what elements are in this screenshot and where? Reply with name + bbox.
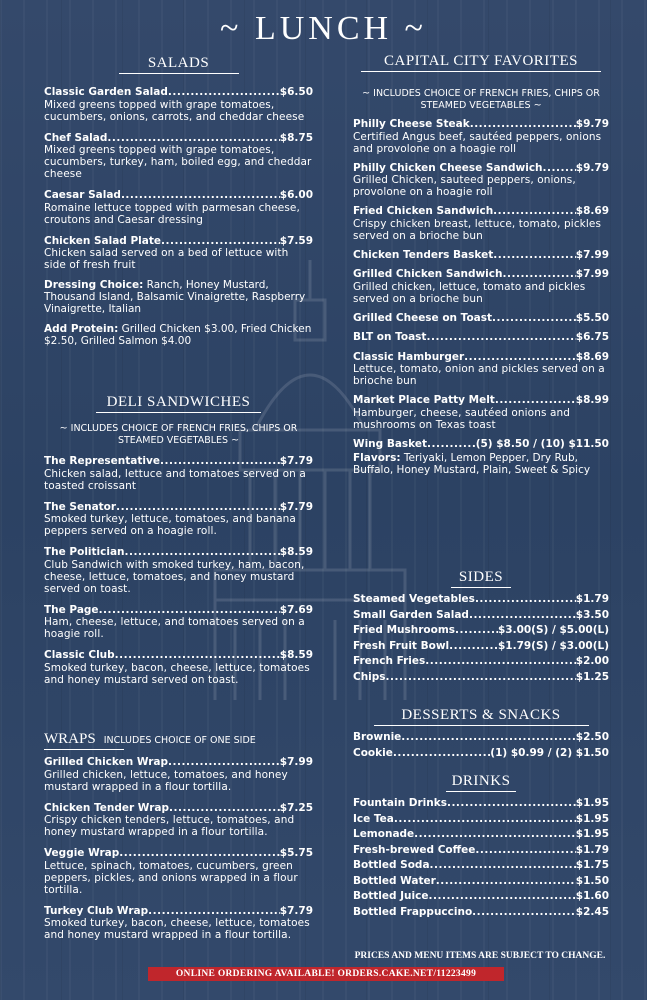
menu-item xyxy=(44,546,313,595)
item-description: Romaine lettuce topped with parmesan cheese, croutons and Caesar dressing xyxy=(44,201,300,226)
drinks-heading xyxy=(353,773,609,794)
item-price: $7.59 xyxy=(279,234,313,247)
leader-dots xyxy=(386,671,576,684)
deli-note: ~ INCLUDES CHOICE OF FRENCH FRIES, CHIPS OR STEAMED VEGETABLES ~ xyxy=(59,423,298,446)
menu-item xyxy=(353,609,609,622)
item-name: Bottled Frappuccino xyxy=(353,905,473,918)
wraps-note: INCLUDES CHOICE OF ONE SIDE xyxy=(103,735,256,746)
item-name: The Senator xyxy=(44,500,117,513)
salads-heading xyxy=(44,55,313,76)
dressing-choice xyxy=(44,279,313,315)
item-description: Crispy chicken breast, lettuce, tomato, pickles served on a brioche bun xyxy=(353,217,602,242)
item-name: Wing Basket xyxy=(353,437,428,450)
menu-item xyxy=(353,331,609,344)
menu-item-row xyxy=(44,802,313,815)
item-description: Lettuce, tomato, onion and pickles served on a brioche bun xyxy=(353,363,605,387)
menu-title: ~ LUNCH ~ xyxy=(220,10,427,47)
leader-dots xyxy=(148,905,280,918)
menu-item-row xyxy=(353,797,609,810)
leader-dots xyxy=(455,624,498,637)
item-price: (5) $8.50 / (10) $11.50 xyxy=(475,437,609,450)
item-name: Grilled Cheese on Toast xyxy=(353,311,493,324)
item-description: Grilled Chicken, sauteed peppers, onions, provolone on a hoagie roll xyxy=(353,174,576,198)
item-name: Ice Tea xyxy=(353,812,394,825)
menu-item xyxy=(353,859,609,872)
item-price: $1.75 xyxy=(575,859,609,871)
item-price: $3.00(S) / $5.00(L) xyxy=(497,624,609,636)
menu-item xyxy=(44,905,313,942)
leader-dots xyxy=(475,593,576,606)
menu-item xyxy=(353,797,609,810)
leader-dots xyxy=(475,844,575,857)
drinks-heading-text: DRINKS xyxy=(451,773,511,789)
heading-underline xyxy=(119,73,239,74)
item-description: Hamburger, cheese, sautéed onions and mushrooms on Texas toast xyxy=(353,406,571,431)
menu-item xyxy=(353,828,609,841)
item-name: Veggie Wrap xyxy=(44,847,120,859)
item-name: The Page xyxy=(44,603,99,616)
menu-item-row xyxy=(44,604,313,617)
leader-dots xyxy=(161,235,280,248)
wraps-heading-text: WRAPS xyxy=(44,731,96,747)
item-price: $2.50 xyxy=(575,731,609,743)
item-description: Grilled chicken, lettuce, tomato and pickles served on a brioche bun xyxy=(353,280,586,305)
menu-item-row xyxy=(353,747,609,760)
item-price: $5.75 xyxy=(279,847,313,859)
menu-item-row xyxy=(44,501,313,514)
leader-dots xyxy=(116,501,280,514)
leader-dots xyxy=(469,609,576,622)
item-price: $7.99 xyxy=(575,248,609,261)
item-price: $7.69 xyxy=(279,603,313,616)
wraps-section xyxy=(44,731,313,941)
item-description: Club Sandwich with smoked turkey, ham, bacon, cheese, lettuce, tomatoes, and honey mustard served on toast. xyxy=(44,558,305,595)
deli-heading-text: DELI SANDWICHES xyxy=(106,394,251,410)
item-name: Caesar Salad xyxy=(44,189,121,201)
leader-dots xyxy=(393,747,490,760)
item-description: Chicken salad, lettuce and tomatoes served on a toasted croissant xyxy=(44,467,306,492)
heading-underline xyxy=(451,587,511,588)
menu-item xyxy=(44,235,313,272)
item-name: Bottled Juice xyxy=(353,890,429,902)
item-price: $8.75 xyxy=(279,131,313,144)
item-price: $8.59 xyxy=(279,649,313,661)
leader-dots xyxy=(428,890,575,903)
menu-item-row xyxy=(353,162,609,175)
leader-dots xyxy=(160,455,280,468)
item-description: Grilled chicken, lettuce, tomatoes, and honey mustard wrapped in a flour tortilla. xyxy=(44,768,288,793)
leader-dots xyxy=(430,859,576,872)
item-price: $2.00 xyxy=(575,655,609,667)
leader-dots xyxy=(464,351,576,364)
menu-item-row xyxy=(44,756,313,769)
menu-item-row xyxy=(353,875,609,888)
menu-item xyxy=(353,394,609,431)
protein-label: Add Protein: xyxy=(44,323,119,335)
item-name: The Representative xyxy=(44,455,160,467)
item-description: Crispy chicken tenders, lettuce, tomatoes, and honey mustard wrapped in a flour tortilla. xyxy=(44,814,295,838)
menu-item-row xyxy=(353,890,609,903)
item-name: Brownie xyxy=(353,731,402,743)
menu-item-row xyxy=(353,828,609,841)
item-price: $1.79 xyxy=(575,593,609,605)
desserts-list xyxy=(353,731,609,759)
menu-item-row xyxy=(353,640,609,653)
leader-dots xyxy=(425,655,576,668)
sides-heading-text: SIDES xyxy=(458,569,504,585)
leader-dots xyxy=(168,756,280,769)
desserts-heading-text: DESSERTS & SNACKS xyxy=(401,707,561,723)
menu-item xyxy=(353,593,609,606)
dressing-text: Ranch, Honey Mustard, Thousand Island, Balsamic Vinaigrette, Raspberry Vinaigrette, Italian xyxy=(44,279,306,315)
favorites-list xyxy=(353,118,609,450)
menu-item xyxy=(44,649,313,686)
item-description: Chicken salad served on a bed of lettuce with side of fresh fruit xyxy=(44,247,289,271)
item-price: $8.59 xyxy=(279,546,313,558)
item-price: $1.79(S) / $3.00(L) xyxy=(497,639,609,652)
item-price: $7.79 xyxy=(279,904,313,917)
leader-dots xyxy=(401,731,575,744)
menu-item-row xyxy=(44,189,313,202)
item-price: $6.75 xyxy=(575,331,609,343)
item-name: Fried Chicken Sandwich xyxy=(353,205,494,217)
item-price: $6.00 xyxy=(279,189,313,201)
menu-item-row xyxy=(353,813,609,826)
wraps-heading xyxy=(44,731,313,748)
favorites-heading-text: CAPITAL CITY FAVORITES xyxy=(384,53,578,69)
item-name: Market Place Patty Melt xyxy=(353,394,495,406)
menu-item xyxy=(353,844,609,857)
item-name: Chicken Tender Wrap xyxy=(44,801,169,814)
menu-item xyxy=(353,312,609,325)
item-name: Bottled Water xyxy=(353,874,436,887)
desserts-heading xyxy=(353,707,609,728)
favorites-section xyxy=(353,53,609,476)
item-description: Mixed greens topped with grape tomatoes, cucumbers, onions, carrots, and cheddar cheese xyxy=(44,98,305,123)
item-description: Smoked turkey, bacon, cheese, lettuce, tomatoes and honey mustard served on toast. xyxy=(44,661,310,686)
menu-item xyxy=(44,86,313,123)
leader-dots xyxy=(495,394,576,407)
item-price: (1) $0.99 / (2) $1.50 xyxy=(490,746,609,759)
leader-dots xyxy=(414,828,576,841)
item-price: $9.79 xyxy=(575,118,609,130)
item-description: Ham, cheese, lettuce, and tomatoes served on a hoagie roll. xyxy=(44,616,305,640)
menu-item xyxy=(353,249,609,262)
item-name: Chicken Tenders Basket xyxy=(353,248,494,261)
item-name: Cookie xyxy=(353,746,393,759)
leader-dots xyxy=(168,86,280,99)
leader-dots xyxy=(426,331,575,344)
menu-item-row xyxy=(44,455,313,468)
item-price: $1.95 xyxy=(575,797,609,809)
flavors-text: Teriyaki, Lemon Pepper, Dry Rub, Buffalo, Honey Mustard, Plain, Sweet & Spicy xyxy=(353,452,591,476)
menu-item xyxy=(353,162,609,199)
item-price: $7.79 xyxy=(279,455,313,467)
menu-item xyxy=(353,875,609,888)
salads-heading-text: SALADS xyxy=(147,55,210,71)
menu-item-row xyxy=(353,731,609,744)
desserts-section xyxy=(353,707,609,759)
item-name: Bottled Soda xyxy=(353,859,430,871)
heading-underline xyxy=(374,725,589,726)
menu-item-row xyxy=(44,132,313,145)
heading-underline xyxy=(96,412,261,413)
menu-item xyxy=(353,438,609,451)
leader-dots xyxy=(470,118,576,131)
menu-item-row xyxy=(353,205,609,218)
menu-item-row xyxy=(353,331,609,344)
item-name: Chef Salad xyxy=(44,131,108,144)
leader-dots xyxy=(436,875,576,888)
leader-dots xyxy=(125,546,280,559)
menu-item xyxy=(44,189,313,226)
sides-section xyxy=(353,569,609,683)
item-price: $1.79 xyxy=(575,843,609,856)
favorites-heading xyxy=(353,53,609,74)
item-name: Fresh Fruit Bowl xyxy=(353,639,450,652)
item-name: Turkey Club Wrap xyxy=(44,904,149,917)
menu-item-row xyxy=(353,671,609,684)
menu-item-row xyxy=(44,235,313,248)
leader-dots xyxy=(99,604,280,617)
item-name: Philly Cheese Steak xyxy=(353,118,470,130)
item-price: $6.50 xyxy=(279,86,313,98)
leader-dots xyxy=(107,132,279,145)
item-price: $7.99 xyxy=(575,268,609,280)
menu-item-row xyxy=(44,546,313,559)
menu-item xyxy=(353,640,609,653)
menu-item-row xyxy=(353,844,609,857)
protein-text: Grilled Chicken $3.00, Fried Chicken $2.50, Grilled Salmon $4.00 xyxy=(44,323,312,347)
leader-dots xyxy=(493,249,576,262)
menu-item xyxy=(44,847,313,896)
menu-item xyxy=(353,906,609,919)
menu-item-row xyxy=(353,394,609,407)
leader-dots xyxy=(119,847,280,860)
item-name: French Fries xyxy=(353,655,426,667)
item-price: $7.99 xyxy=(279,756,313,768)
item-price: $1.60 xyxy=(575,890,609,902)
item-name: Classic Garden Salad xyxy=(44,86,168,98)
deli-heading xyxy=(44,394,313,415)
item-name: Steamed Vegetables xyxy=(353,593,475,605)
item-description: Certified Angus beef, sautéed peppers, onions and provolone on a hoagie roll xyxy=(353,130,602,155)
menu-item xyxy=(353,747,609,760)
menu-item xyxy=(353,731,609,744)
item-name: BLT on Toast xyxy=(353,331,427,343)
leader-dots xyxy=(492,312,576,325)
menu-item-row xyxy=(353,655,609,668)
item-description: Mixed greens topped with grape tomatoes, cucumbers, turkey, ham, boiled egg, and cheddar cheese xyxy=(44,144,312,180)
menu-item-row xyxy=(353,268,609,281)
item-name: Chips xyxy=(353,670,386,683)
menu-item xyxy=(353,671,609,684)
item-name: Fresh-brewed Coffee xyxy=(353,843,476,856)
leader-dots xyxy=(169,802,280,815)
menu-item xyxy=(353,268,609,305)
item-price: $8.99 xyxy=(575,394,609,406)
menu-item xyxy=(44,501,313,538)
leader-dots xyxy=(447,797,576,810)
menu-item xyxy=(353,813,609,826)
item-price: $3.50 xyxy=(575,608,609,621)
item-price: $8.69 xyxy=(575,205,609,217)
menu-item-row xyxy=(353,312,609,325)
online-ordering-banner[interactable]: ONLINE ORDERING AVAILABLE! ORDERS.CAKE.NET/11223499 xyxy=(148,967,504,981)
item-name: Philly Chicken Cheese Sandwich xyxy=(353,161,543,174)
menu-item-row xyxy=(353,118,609,131)
leader-dots xyxy=(449,640,498,653)
item-description: Smoked turkey, bacon, cheese, lettuce, tomatoes and honey mustard wrapped in a flour tortilla. xyxy=(44,917,310,941)
deli-list xyxy=(44,455,313,686)
flavors xyxy=(353,452,609,476)
heading-underline xyxy=(361,71,601,72)
item-name: Lemonade xyxy=(353,828,415,840)
menu-item xyxy=(353,624,609,637)
menu-item-row xyxy=(44,86,313,99)
dressing-label: Dressing Choice: xyxy=(44,279,144,291)
menu-item xyxy=(353,118,609,155)
menu-item-row xyxy=(44,649,313,662)
flavors-label: Flavors: xyxy=(353,452,401,464)
item-price: $1.50 xyxy=(575,874,609,887)
menu-item-row xyxy=(44,905,313,918)
item-name: Chicken Salad Plate xyxy=(44,234,161,247)
item-name: Fountain Drinks xyxy=(353,797,447,809)
item-price: $2.45 xyxy=(575,905,609,918)
menu-item xyxy=(353,205,609,242)
item-description: Smoked turkey, lettuce, tomatoes, and banana peppers served on a hoagie roll. xyxy=(44,513,296,537)
drinks-list xyxy=(353,797,609,918)
item-description: Lettuce, spinach, tomatoes, cucumbers, green peppers, pickles, and onions wrapped in a flour tortilla. xyxy=(44,859,298,896)
item-price: $7.25 xyxy=(279,801,313,814)
leader-dots xyxy=(543,162,576,175)
menu-item xyxy=(353,890,609,903)
price-disclaimer: PRICES AND MENU ITEMS ARE SUBJECT TO CHANGE. xyxy=(354,951,606,961)
item-name: Classic Hamburger xyxy=(353,350,465,363)
drinks-section xyxy=(353,773,609,918)
leader-dots xyxy=(502,268,575,281)
item-name: Grilled Chicken Sandwich xyxy=(353,268,503,280)
salads-list xyxy=(44,86,313,271)
menu-item xyxy=(44,132,313,181)
menu-item xyxy=(44,455,313,492)
menu-item xyxy=(353,351,609,388)
item-price: $9.79 xyxy=(575,161,609,174)
add-protein xyxy=(44,323,313,347)
leader-dots xyxy=(394,813,576,826)
item-price: $8.69 xyxy=(575,350,609,363)
menu-item xyxy=(353,655,609,668)
leader-dots xyxy=(493,205,576,218)
menu-item-row xyxy=(353,624,609,637)
menu-item-row xyxy=(353,609,609,622)
leader-dots xyxy=(121,189,280,202)
favorites-note: ~ INCLUDES CHOICE OF FRENCH FRIES, CHIPS OR STEAMED VEGETABLES ~ xyxy=(362,88,600,111)
wraps-list xyxy=(44,756,313,941)
menu-item-row xyxy=(353,593,609,606)
item-name: Fried Mushrooms xyxy=(353,624,456,636)
menu-item-row xyxy=(353,859,609,872)
item-name: Small Garden Salad xyxy=(353,608,469,621)
deli-section xyxy=(44,394,313,686)
item-name: Grilled Chicken Wrap xyxy=(44,756,169,768)
leader-dots xyxy=(115,649,280,662)
item-price: $1.25 xyxy=(575,670,609,683)
menu-item xyxy=(44,604,313,641)
item-price: $1.95 xyxy=(575,828,609,840)
sides-heading xyxy=(353,569,609,590)
menu-item xyxy=(44,756,313,793)
item-price: $1.95 xyxy=(575,812,609,825)
sides-list xyxy=(353,593,609,683)
item-price: $7.79 xyxy=(279,500,313,513)
item-name: Classic Club xyxy=(44,649,115,661)
leader-dots xyxy=(427,438,476,451)
heading-underline xyxy=(44,749,124,750)
menu-item-row xyxy=(44,847,313,860)
menu-item xyxy=(44,802,313,839)
menu-item-row xyxy=(353,906,609,919)
item-price: $5.50 xyxy=(575,311,609,324)
left-column xyxy=(44,55,313,347)
heading-underline xyxy=(446,791,516,792)
menu-item-row xyxy=(353,351,609,364)
menu-item-row xyxy=(353,249,609,262)
leader-dots xyxy=(472,906,576,919)
item-name: The Politician xyxy=(44,546,125,558)
menu-item-row xyxy=(353,438,609,451)
